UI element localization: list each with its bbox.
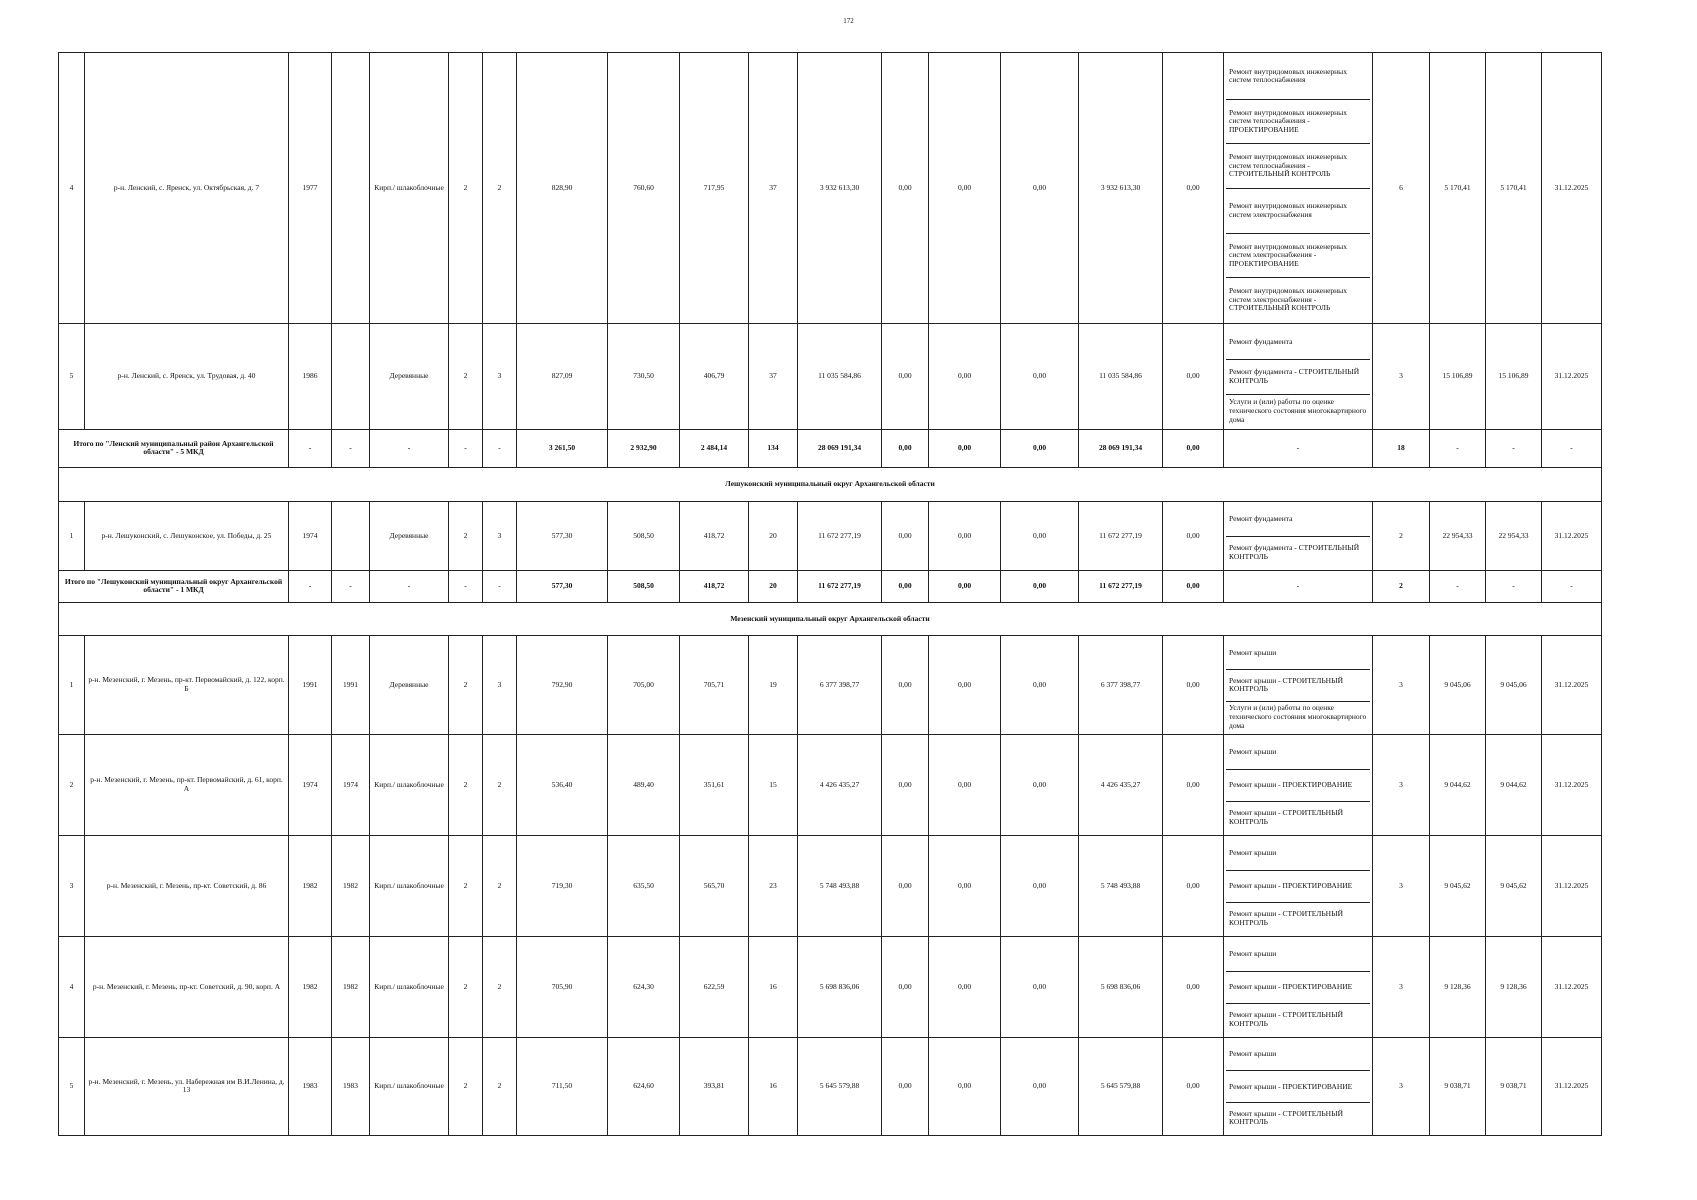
cell-year-commissioned: 1983 [332,1037,370,1135]
cell-works [1224,635,1373,734]
cell-residents: 23 [749,835,798,936]
cell-max-unit-cost: 9 128,36 [1486,936,1542,1037]
cell-no: 5 [59,1037,85,1135]
cell-unit-cost: 9 038,71 [1430,1037,1486,1135]
cell-residents: 20 [749,570,798,602]
cell-fund-fzd: 0,00 [882,570,929,602]
cell-fund-other: 0,00 [1163,501,1224,570]
cell-floors: 2 [449,53,483,324]
cell-area-living: 705,00 [608,635,680,734]
cell-max-unit-cost: 9 044,62 [1486,734,1542,835]
cell-works [1224,734,1373,835]
cell-total-area: 792,90 [517,635,608,734]
cell-fund-other: 0,00 [1163,570,1224,602]
total-label: Итого по "Ленский муниципальный район Архангельской области" - 5 МКД [59,429,289,467]
cell-works-count: 3 [1373,1037,1430,1135]
cell-fund-fzd: 0,00 [882,936,929,1037]
cell-material: Деревянные [370,635,449,734]
section-title: Мезенский муниципальный округ Архангельской области [59,602,1602,635]
cell-total-area: 577,30 [517,501,608,570]
cell-works [1224,323,1373,429]
cell-works: - [1224,429,1373,467]
cell-unit-cost: - [1430,429,1486,467]
cell-fund-local: 0,00 [1001,570,1079,602]
cell-material: Кирп./ шлакоблочные [370,734,449,835]
cell-material: - [370,570,449,602]
cell-year-built: - [289,429,332,467]
cell-entrances: 2 [483,1037,517,1135]
cell-floors: - [449,429,483,467]
total-row [59,429,1602,467]
cell-floors: 2 [449,501,483,570]
cell-unit-cost: 5 170,41 [1430,53,1486,324]
cell-no: 4 [59,936,85,1037]
cell-fund-other: 0,00 [1163,835,1224,936]
cell-fund-owners: 28 069 191,34 [1079,429,1163,467]
cell-entrances: - [483,570,517,602]
table-row [59,323,1602,429]
cell-floors: 2 [449,635,483,734]
cell-year-commissioned: 1991 [332,635,370,734]
cell-residents: 20 [749,501,798,570]
table-row [59,53,1602,324]
page-number: 172 [843,17,854,25]
work-item: Ремонт крыши [1229,647,1277,657]
cell-works-count: 2 [1373,501,1430,570]
cell-year-built: 1983 [289,1037,332,1135]
cell-floors: - [449,570,483,602]
cell-material: Деревянные [370,501,449,570]
cell-area-residents: 717,95 [680,53,749,324]
cell-works-count: 6 [1373,53,1430,324]
cell-fund-local: 0,00 [1001,1037,1079,1135]
work-item: Услуги и (или) работы по оценке технического состояния многоквартирного дома [1226,394,1370,428]
cell-residents: 19 [749,635,798,734]
work-item: Ремонт внутридомовых инженерных систем электроснабжения - СТРОИТЕЛЬНЫЙ КОНТРОЛЬ [1226,277,1370,322]
cell-area-residents: 393,81 [680,1037,749,1135]
cell-residents: 37 [749,323,798,429]
cell-total-area: 577,30 [517,570,608,602]
cell-cost-total: 4 426 435,27 [798,734,882,835]
cell-works [1224,1037,1373,1135]
work-item: Ремонт крыши - СТРОИТЕЛЬНЫЙ КОНТРОЛЬ [1226,669,1370,701]
cell-cost-total: 6 377 398,77 [798,635,882,734]
cell-year-built: - [289,570,332,602]
cell-residents: 16 [749,936,798,1037]
cell-fund-other: 0,00 [1163,734,1224,835]
work-item: Ремонт фундамента [1229,336,1293,346]
cell-address: р-н. Мезенский, г. Мезень, пр-кт. Советский, д. 90, корп. А [85,936,289,1037]
cell-max-unit-cost: - [1486,429,1542,467]
section-row [59,467,1602,501]
cell-fund-owners: 11 672 277,19 [1079,570,1163,602]
cell-fund-other: 0,00 [1163,936,1224,1037]
cell-fund-local: 0,00 [1001,323,1079,429]
cell-deadline: 31.12.2025 [1542,1037,1602,1135]
cell-unit-cost: - [1430,570,1486,602]
cell-cost-total: 11 672 277,19 [798,570,882,602]
cell-works-count: 3 [1373,835,1430,936]
work-item: Ремонт внутридомовых инженерных систем теплоснабжения [1229,66,1347,85]
cell-year-commissioned: 1982 [332,936,370,1037]
total-label: Итого по "Лешуконский муниципальный округ Архангельской области" - 1 МКД [59,570,289,602]
cell-year-commissioned: - [332,429,370,467]
cell-fund-fzd: 0,00 [882,635,929,734]
cell-total-area: 711,50 [517,1037,608,1135]
cell-cost-total: 5 698 836,06 [798,936,882,1037]
cell-year-built: 1982 [289,835,332,936]
cell-max-unit-cost: 9 045,62 [1486,835,1542,936]
work-item: Ремонт крыши - СТРОИТЕЛЬНЫЙ КОНТРОЛЬ [1226,1003,1370,1036]
work-item: Ремонт крыши - ПРОЕКТИРОВАНИЕ [1226,870,1370,903]
cell-works [1224,501,1373,570]
cell-fund-fzd: 0,00 [882,1037,929,1135]
cell-no: 4 [59,53,85,324]
cell-cost-total: 5 748 493,88 [798,835,882,936]
cell-entrances: 2 [483,936,517,1037]
cell-floors: 2 [449,323,483,429]
work-item: Ремонт фундамента - СТРОИТЕЛЬНЫЙ КОНТРОЛЬ [1226,536,1370,569]
cell-fund-regional: 0,00 [929,429,1001,467]
cell-works [1224,936,1373,1037]
cell-material: Кирп./ шлакоблочные [370,936,449,1037]
cell-residents: 15 [749,734,798,835]
cell-material: Кирп./ шлакоблочные [370,1037,449,1135]
cell-fund-other: 0,00 [1163,429,1224,467]
cell-works-count: 3 [1373,323,1430,429]
work-item: Ремонт крыши [1229,948,1277,958]
cell-area-living: 760,60 [608,53,680,324]
cell-fund-local: 0,00 [1001,53,1079,324]
cell-works: - [1224,570,1373,602]
cell-deadline: 31.12.2025 [1542,323,1602,429]
cell-fund-other: 0,00 [1163,635,1224,734]
cell-entrances: - [483,429,517,467]
cell-fund-other: 0,00 [1163,323,1224,429]
cell-max-unit-cost: 22 954,33 [1486,501,1542,570]
cell-max-unit-cost: 9 045,06 [1486,635,1542,734]
cell-fund-regional: 0,00 [929,1037,1001,1135]
cell-fund-fzd: 0,00 [882,734,929,835]
cell-no: 5 [59,323,85,429]
work-item: Ремонт крыши [1229,847,1277,857]
cell-area-living: 489,40 [608,734,680,835]
work-item: Ремонт крыши [1229,1049,1277,1059]
cell-area-living: 730,50 [608,323,680,429]
section-row [59,602,1602,635]
cell-area-residents: 351,61 [680,734,749,835]
cell-total-area: 705,90 [517,936,608,1037]
work-item: Ремонт внутридомовых инженерных систем теплоснабжения - СТРОИТЕЛЬНЫЙ КОНТРОЛЬ [1226,143,1370,188]
section-title: Лешуконский муниципальный округ Архангельской области [59,467,1602,501]
cell-deadline: 31.12.2025 [1542,936,1602,1037]
cell-year-built: 1982 [289,936,332,1037]
work-item: Услуги и (или) работы по оценке технического состояния многоквартирного дома [1226,701,1370,733]
cell-floors: 2 [449,936,483,1037]
cell-year-commissioned: - [332,570,370,602]
cell-entrances: 2 [483,53,517,324]
cell-fund-regional: 0,00 [929,734,1001,835]
cell-floors: 2 [449,734,483,835]
cell-fund-other: 0,00 [1163,1037,1224,1135]
cell-material: Деревянные [370,323,449,429]
cell-fund-fzd: 0,00 [882,429,929,467]
cell-deadline: - [1542,570,1602,602]
cell-total-area: 828,90 [517,53,608,324]
cell-address: р-н. Ленский, с. Яренск, ул. Октябрьская, д. 7 [85,53,289,324]
cell-fund-regional: 0,00 [929,53,1001,324]
cell-entrances: 2 [483,734,517,835]
cell-area-residents: 565,70 [680,835,749,936]
cell-residents: 37 [749,53,798,324]
cell-works-count: 3 [1373,635,1430,734]
table-row [59,734,1602,835]
cell-fund-fzd: 0,00 [882,53,929,324]
cell-cost-total: 3 932 613,30 [798,53,882,324]
cell-fund-fzd: 0,00 [882,501,929,570]
cell-area-residents: 418,72 [680,501,749,570]
cell-area-residents: 622,59 [680,936,749,1037]
work-item: Ремонт крыши - СТРОИТЕЛЬНЫЙ КОНТРОЛЬ [1226,1102,1370,1134]
cell-entrances: 3 [483,635,517,734]
cell-no: 3 [59,835,85,936]
cell-address: р-н. Ленский, с. Яренск, ул. Трудовая, д. 40 [85,323,289,429]
cell-material: Кирп./ шлакоблочные [370,53,449,324]
cell-area-living: 508,50 [608,501,680,570]
cell-fund-owners: 4 426 435,27 [1079,734,1163,835]
cell-cost-total: 28 069 191,34 [798,429,882,467]
cell-area-residents: 418,72 [680,570,749,602]
cell-unit-cost: 9 045,62 [1430,835,1486,936]
cell-fund-local: 0,00 [1001,835,1079,936]
cell-cost-total: 11 035 584,86 [798,323,882,429]
cell-material: - [370,429,449,467]
cell-max-unit-cost: 5 170,41 [1486,53,1542,324]
cell-fund-local: 0,00 [1001,501,1079,570]
cell-year-commissioned [332,501,370,570]
cell-material: Кирп./ шлакоблочные [370,835,449,936]
cell-residents: 16 [749,1037,798,1135]
cell-total-area: 536,40 [517,734,608,835]
cell-deadline: 31.12.2025 [1542,501,1602,570]
cell-cost-total: 5 645 579,88 [798,1037,882,1135]
table-row [59,501,1602,570]
cell-year-built: 1991 [289,635,332,734]
cell-total-area: 719,30 [517,835,608,936]
work-item: Ремонт крыши - ПРОЕКТИРОВАНИЕ [1226,971,1370,1004]
table-row [59,635,1602,734]
cell-max-unit-cost: 9 038,71 [1486,1037,1542,1135]
cell-fund-owners: 3 932 613,30 [1079,53,1163,324]
work-item: Ремонт фундамента - СТРОИТЕЛЬНЫЙ КОНТРОЛЬ [1226,359,1370,393]
cell-area-living: 2 932,90 [608,429,680,467]
capital-repair-table [58,52,1602,1136]
cell-address: р-н. Мезенский, г. Мезень, пр-кт. Первомайский, д. 61, корп. А [85,734,289,835]
cell-area-residents: 406,79 [680,323,749,429]
cell-area-residents: 705,71 [680,635,749,734]
cell-entrances: 3 [483,501,517,570]
cell-area-living: 635,50 [608,835,680,936]
cell-area-living: 624,30 [608,936,680,1037]
cell-deadline: 31.12.2025 [1542,635,1602,734]
cell-unit-cost: 9 128,36 [1430,936,1486,1037]
work-item: Ремонт крыши - СТРОИТЕЛЬНЫЙ КОНТРОЛЬ [1226,801,1370,834]
cell-area-living: 508,50 [608,570,680,602]
cell-fund-owners: 5 645 579,88 [1079,1037,1163,1135]
table-row [59,936,1602,1037]
cell-max-unit-cost: - [1486,570,1542,602]
work-item: Ремонт внутридомовых инженерных систем электроснабжения [1226,188,1370,233]
cell-works-count: 18 [1373,429,1430,467]
cell-fund-owners: 5 748 493,88 [1079,835,1163,936]
cell-fund-local: 0,00 [1001,734,1079,835]
cell-fund-owners: 11 672 277,19 [1079,501,1163,570]
cell-works-count: 3 [1373,936,1430,1037]
cell-fund-owners: 6 377 398,77 [1079,635,1163,734]
cell-no: 2 [59,734,85,835]
cell-year-commissioned [332,323,370,429]
cell-fund-fzd: 0,00 [882,835,929,936]
cell-works [1224,835,1373,936]
cell-year-commissioned: 1974 [332,734,370,835]
cell-fund-local: 0,00 [1001,429,1079,467]
cell-address: р-н. Мезенский, г. Мезень, ул. Набережная им В.И.Ленина, д. 13 [85,1037,289,1135]
cell-max-unit-cost: 15 106,89 [1486,323,1542,429]
cell-unit-cost: 15 106,89 [1430,323,1486,429]
cell-no: 1 [59,501,85,570]
cell-year-built: 1977 [289,53,332,324]
cell-deadline: - [1542,429,1602,467]
cell-area-living: 624,60 [608,1037,680,1135]
cell-fund-local: 0,00 [1001,936,1079,1037]
cell-fund-owners: 11 035 584,86 [1079,323,1163,429]
work-item: Ремонт фундамента [1229,514,1293,524]
cell-fund-regional: 0,00 [929,570,1001,602]
table-body [59,53,1602,1136]
cell-total-area: 3 261,50 [517,429,608,467]
cell-year-built: 1974 [289,734,332,835]
cell-year-commissioned [332,53,370,324]
cell-fund-fzd: 0,00 [882,323,929,429]
cell-entrances: 2 [483,835,517,936]
cell-floors: 2 [449,835,483,936]
cell-fund-owners: 5 698 836,06 [1079,936,1163,1037]
work-item: Ремонт крыши - ПРОЕКТИРОВАНИЕ [1226,1070,1370,1102]
work-item: Ремонт крыши - СТРОИТЕЛЬНЫЙ КОНТРОЛЬ [1226,902,1370,935]
cell-fund-regional: 0,00 [929,323,1001,429]
cell-address: р-н. Мезенский, г. Мезень, пр-кт. Первомайский, д. 122, корп. Б [85,635,289,734]
table-row [59,1037,1602,1135]
cell-fund-regional: 0,00 [929,936,1001,1037]
work-item: Ремонт крыши [1229,746,1277,756]
cell-fund-regional: 0,00 [929,635,1001,734]
cell-deadline: 31.12.2025 [1542,835,1602,936]
cell-residents: 134 [749,429,798,467]
work-item: Ремонт внутридомовых инженерных систем теплоснабжения - ПРОЕКТИРОВАНИЕ [1226,99,1370,144]
cell-year-built: 1974 [289,501,332,570]
cell-total-area: 827,09 [517,323,608,429]
cell-year-built: 1986 [289,323,332,429]
cell-fund-other: 0,00 [1163,53,1224,324]
cell-works-count: 3 [1373,734,1430,835]
cell-no: 1 [59,635,85,734]
cell-works [1224,53,1373,324]
work-item: Ремонт крыши - ПРОЕКТИРОВАНИЕ [1226,769,1370,802]
cell-unit-cost: 9 045,06 [1430,635,1486,734]
total-row [59,570,1602,602]
cell-deadline: 31.12.2025 [1542,53,1602,324]
cell-works-count: 2 [1373,570,1430,602]
cell-fund-regional: 0,00 [929,835,1001,936]
cell-floors: 2 [449,1037,483,1135]
cell-area-residents: 2 484,14 [680,429,749,467]
cell-entrances: 3 [483,323,517,429]
cell-fund-local: 0,00 [1001,635,1079,734]
cell-deadline: 31.12.2025 [1542,734,1602,835]
cell-unit-cost: 9 044,62 [1430,734,1486,835]
work-item: Ремонт внутридомовых инженерных систем электроснабжения - ПРОЕКТИРОВАНИЕ [1226,233,1370,278]
table-row [59,835,1602,936]
cell-fund-regional: 0,00 [929,501,1001,570]
cell-unit-cost: 22 954,33 [1430,501,1486,570]
cell-address: р-н. Лешуконский, с. Лешуконское, ул. Победы, д. 25 [85,501,289,570]
cell-address: р-н. Мезенский, г. Мезень, пр-кт. Советский, д. 86 [85,835,289,936]
cell-cost-total: 11 672 277,19 [798,501,882,570]
cell-year-commissioned: 1982 [332,835,370,936]
